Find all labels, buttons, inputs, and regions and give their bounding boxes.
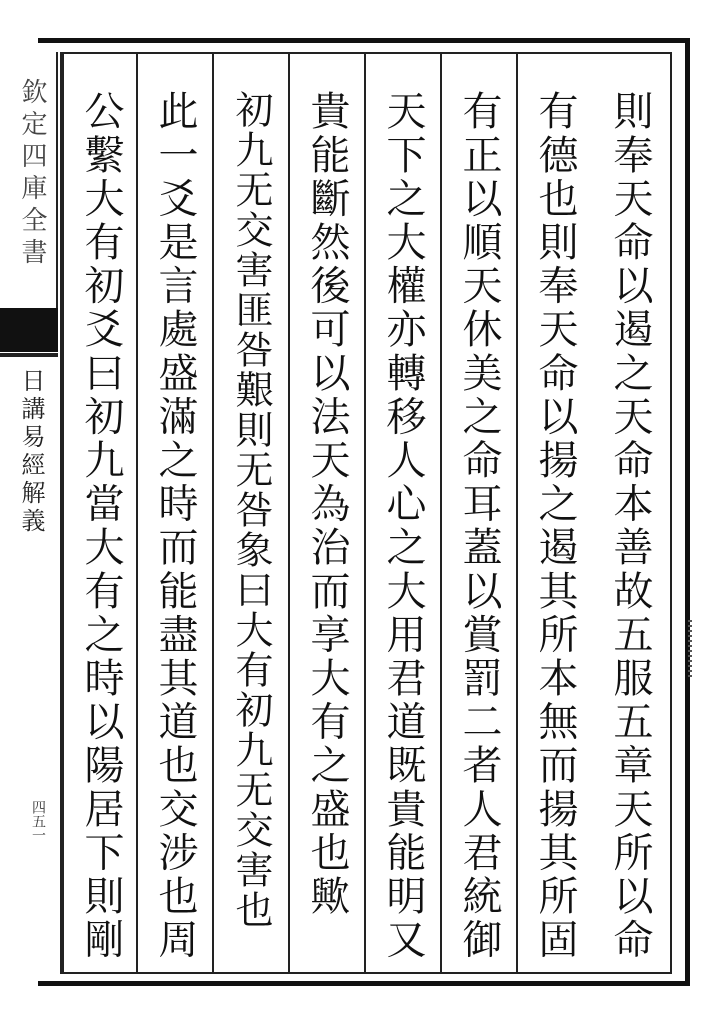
column-text: 公繫大有初爻曰初九當大有之時以陽居下則剛 (78, 90, 124, 962)
book-title: 日講易經解義 (17, 368, 45, 536)
text-column-8 (62, 54, 138, 972)
column-text: 則奉天命以遏之天命本善故五服五章天所以命 (607, 90, 653, 962)
text-column-5 (288, 54, 364, 972)
margin-header-text: 欽定四庫全書 (17, 78, 47, 270)
column-text: 有正以順天休美之命耳蓋以賞罰二者人君統御 (456, 90, 502, 962)
text-column-2 (516, 54, 592, 972)
text-column-1 (592, 54, 668, 972)
page-number: 四五一 (30, 800, 46, 842)
column-text: 有德也則奉天命以揚之遏其所本無而揚其所固 (532, 90, 578, 962)
text-column-7 (136, 54, 212, 972)
text-column-6 (212, 54, 288, 972)
column-text: 貴能斷然後可以法天為治而享大有之盛也歟 (304, 90, 350, 919)
text-column-4 (364, 54, 440, 972)
text-column-3 (440, 54, 516, 972)
column-text: 初九无交害匪咎艱則无咎象曰大有初九无交害也 (229, 90, 273, 930)
print-speckle (688, 620, 692, 680)
text-block (60, 52, 672, 974)
column-text: 天下之大權亦轉移人心之大用君道既貴能明又 (380, 90, 426, 962)
column-text: 此一爻是言處盛滿之時而能盡其道也交涉也周 (152, 90, 198, 962)
